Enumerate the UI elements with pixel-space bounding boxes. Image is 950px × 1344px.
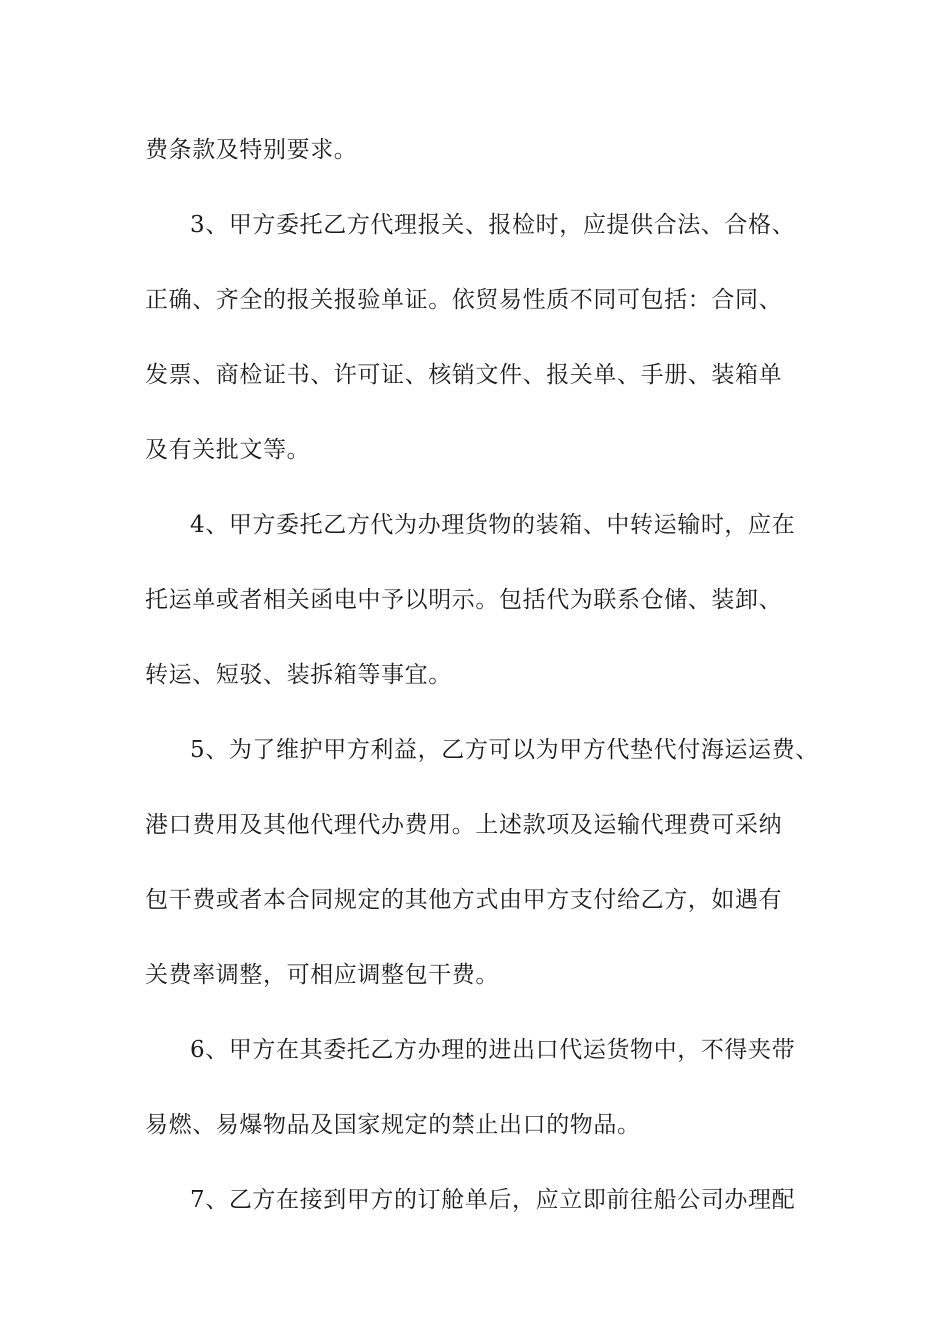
text-line: 包干费或者本合同规定的其他方式由甲方支付给乙方，如遇有 <box>145 887 783 913</box>
text-line: 托运单或者相关函电中予以明示。包括代为联系仓储、装卸、 <box>145 587 783 613</box>
text-line: 费条款及特别要求。 <box>145 137 358 163</box>
text-line: 发票、商检证书、许可证、核销文件、报关单、手册、装箱单 <box>145 362 783 388</box>
clause-3-line: 3、甲方委托乙方代理报关、报检时，应提供合法、合格、 <box>190 212 796 238</box>
text-line: 及有关批文等。 <box>145 437 311 463</box>
clause-7-line: 7、乙方在接到甲方的订舱单后，应立即前往船公司办理配 <box>190 1187 796 1213</box>
text-line: 转运、短驳、装拆箱等事宜。 <box>145 662 452 688</box>
clause-4-line: 4、甲方委托乙方代为办理货物的装箱、中转运输时，应在 <box>190 512 796 538</box>
text-line: 港口费用及其他代理代办费用。上述款项及运输代理费可采纳 <box>145 812 783 838</box>
clause-6-line: 6、甲方在其委托乙方办理的进出口代运货物中，不得夹带 <box>190 1037 796 1063</box>
text-line: 正确、齐全的报关报验单证。依贸易性质不同可包括：合同、 <box>145 287 783 313</box>
text-line: 易燃、易爆物品及国家规定的禁止出口的物品。 <box>145 1112 641 1138</box>
text-line: 关费率调整，可相应调整包干费。 <box>145 962 499 988</box>
clause-5-line: 5、为了维护甲方利益，乙方可以为甲方代垫代付海运运费、 <box>190 737 819 763</box>
